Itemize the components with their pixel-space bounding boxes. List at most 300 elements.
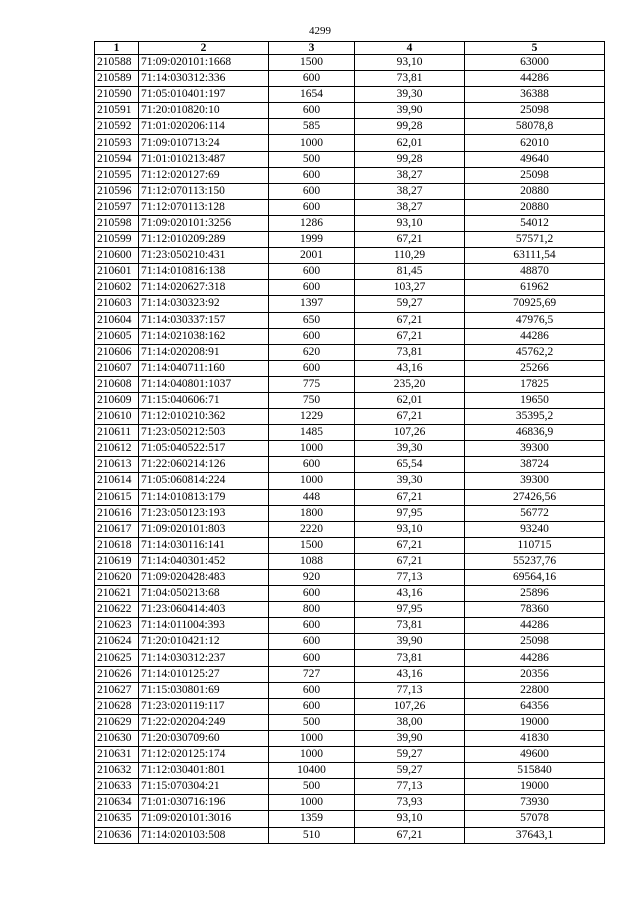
rate-cell: 59,27 bbox=[355, 747, 465, 763]
row-number-cell: 210597 bbox=[95, 199, 139, 215]
table-body bbox=[95, 55, 605, 844]
value-cell: 44286 bbox=[465, 328, 605, 344]
cadastral-number-cell: 71:14:020208:91 bbox=[139, 344, 269, 360]
cadastral-number-cell: 71:01:010213:487 bbox=[139, 151, 269, 167]
row-number-cell: 210589 bbox=[95, 71, 139, 87]
area-cell: 600 bbox=[269, 618, 355, 634]
row-number-cell: 210628 bbox=[95, 698, 139, 714]
table-header-row bbox=[95, 42, 605, 55]
row-number-cell: 210614 bbox=[95, 473, 139, 489]
row-number-cell: 210599 bbox=[95, 232, 139, 248]
value-cell: 25896 bbox=[465, 586, 605, 602]
cadastral-number-cell: 71:14:040301:452 bbox=[139, 553, 269, 569]
column-header-5: 5 bbox=[465, 42, 605, 55]
table-row bbox=[95, 763, 605, 779]
row-number-cell: 210595 bbox=[95, 167, 139, 183]
area-cell: 1000 bbox=[269, 795, 355, 811]
rate-cell: 81,45 bbox=[355, 264, 465, 280]
rate-cell: 43,16 bbox=[355, 360, 465, 376]
row-number-cell: 210607 bbox=[95, 360, 139, 376]
value-cell: 20356 bbox=[465, 666, 605, 682]
row-number-cell: 210616 bbox=[95, 505, 139, 521]
table-row bbox=[95, 135, 605, 151]
table-row bbox=[95, 457, 605, 473]
value-cell: 63111,54 bbox=[465, 248, 605, 264]
row-number-cell: 210621 bbox=[95, 586, 139, 602]
table-row bbox=[95, 87, 605, 103]
cadastral-number-cell: 71:04:050213:68 bbox=[139, 586, 269, 602]
cadastral-number-cell: 71:12:030401:801 bbox=[139, 763, 269, 779]
cadastral-number-cell: 71:09:020428:483 bbox=[139, 570, 269, 586]
cadastral-number-cell: 71:14:030312:336 bbox=[139, 71, 269, 87]
area-cell: 1000 bbox=[269, 730, 355, 746]
value-cell: 57571,2 bbox=[465, 232, 605, 248]
value-cell: 61962 bbox=[465, 280, 605, 296]
cadastral-number-cell: 71:14:040711:160 bbox=[139, 360, 269, 376]
table-row bbox=[95, 328, 605, 344]
area-cell: 1359 bbox=[269, 811, 355, 827]
value-cell: 36388 bbox=[465, 87, 605, 103]
row-number-cell: 210612 bbox=[95, 441, 139, 457]
value-cell: 55237,76 bbox=[465, 553, 605, 569]
rate-cell: 93,10 bbox=[355, 55, 465, 71]
area-cell: 1229 bbox=[269, 409, 355, 425]
column-header-3: 3 bbox=[269, 42, 355, 55]
table-row bbox=[95, 441, 605, 457]
table-row bbox=[95, 71, 605, 87]
value-cell: 25266 bbox=[465, 360, 605, 376]
table-row bbox=[95, 730, 605, 746]
table-row bbox=[95, 473, 605, 489]
row-number-cell: 210619 bbox=[95, 553, 139, 569]
table-row bbox=[95, 698, 605, 714]
cadastral-number-cell: 71:14:030312:237 bbox=[139, 650, 269, 666]
area-cell: 727 bbox=[269, 666, 355, 682]
rate-cell: 67,21 bbox=[355, 232, 465, 248]
value-cell: 57078 bbox=[465, 811, 605, 827]
value-cell: 49640 bbox=[465, 151, 605, 167]
table-row bbox=[95, 537, 605, 553]
area-cell: 1286 bbox=[269, 215, 355, 231]
cadastral-number-cell: 71:20:010820:10 bbox=[139, 103, 269, 119]
table-row bbox=[95, 409, 605, 425]
area-cell: 1485 bbox=[269, 425, 355, 441]
cadastral-number-cell: 71:23:020119:117 bbox=[139, 698, 269, 714]
area-cell: 500 bbox=[269, 151, 355, 167]
rate-cell: 67,21 bbox=[355, 312, 465, 328]
area-cell: 1397 bbox=[269, 296, 355, 312]
cadastral-number-cell: 71:14:010125:27 bbox=[139, 666, 269, 682]
rate-cell: 39,30 bbox=[355, 441, 465, 457]
area-cell: 650 bbox=[269, 312, 355, 328]
table-row bbox=[95, 183, 605, 199]
area-cell: 10400 bbox=[269, 763, 355, 779]
area-cell: 600 bbox=[269, 457, 355, 473]
rate-cell: 38,27 bbox=[355, 183, 465, 199]
cadastral-number-cell: 71:09:020101:3016 bbox=[139, 811, 269, 827]
rate-cell: 73,81 bbox=[355, 344, 465, 360]
cadastral-number-cell: 71:14:010816:138 bbox=[139, 264, 269, 280]
value-cell: 64356 bbox=[465, 698, 605, 714]
cadastral-number-cell: 71:09:010713:24 bbox=[139, 135, 269, 151]
area-cell: 1000 bbox=[269, 747, 355, 763]
row-number-cell: 210625 bbox=[95, 650, 139, 666]
value-cell: 25098 bbox=[465, 634, 605, 650]
table-row bbox=[95, 264, 605, 280]
cadastral-number-cell: 71:22:060214:126 bbox=[139, 457, 269, 473]
cadastral-number-cell: 71:15:040606:71 bbox=[139, 392, 269, 408]
area-cell: 600 bbox=[269, 650, 355, 666]
row-number-cell: 210590 bbox=[95, 87, 139, 103]
rate-cell: 110,29 bbox=[355, 248, 465, 264]
rate-cell: 73,93 bbox=[355, 795, 465, 811]
rate-cell: 93,10 bbox=[355, 215, 465, 231]
value-cell: 54012 bbox=[465, 215, 605, 231]
row-number-cell: 210603 bbox=[95, 296, 139, 312]
rate-cell: 97,95 bbox=[355, 602, 465, 618]
row-number-cell: 210610 bbox=[95, 409, 139, 425]
value-cell: 22800 bbox=[465, 682, 605, 698]
rate-cell: 77,13 bbox=[355, 682, 465, 698]
row-number-cell: 210617 bbox=[95, 521, 139, 537]
cadastral-number-cell: 71:01:030716:196 bbox=[139, 795, 269, 811]
value-cell: 41830 bbox=[465, 730, 605, 746]
cadastral-number-cell: 71:05:040522:517 bbox=[139, 441, 269, 457]
value-cell: 27426,56 bbox=[465, 489, 605, 505]
cadastral-number-cell: 71:05:010401:197 bbox=[139, 87, 269, 103]
table-row bbox=[95, 811, 605, 827]
value-cell: 17825 bbox=[465, 376, 605, 392]
value-cell: 44286 bbox=[465, 71, 605, 87]
value-cell: 78360 bbox=[465, 602, 605, 618]
value-cell: 25098 bbox=[465, 167, 605, 183]
area-cell: 600 bbox=[269, 698, 355, 714]
table-row bbox=[95, 795, 605, 811]
cadastral-number-cell: 71:12:070113:150 bbox=[139, 183, 269, 199]
table-row bbox=[95, 521, 605, 537]
area-cell: 600 bbox=[269, 167, 355, 183]
row-number-cell: 210593 bbox=[95, 135, 139, 151]
rate-cell: 67,21 bbox=[355, 827, 465, 843]
area-cell: 600 bbox=[269, 328, 355, 344]
rate-cell: 67,21 bbox=[355, 489, 465, 505]
rate-cell: 39,90 bbox=[355, 103, 465, 119]
row-number-cell: 210623 bbox=[95, 618, 139, 634]
row-number-cell: 210629 bbox=[95, 714, 139, 730]
value-cell: 515840 bbox=[465, 763, 605, 779]
value-cell: 58078,8 bbox=[465, 119, 605, 135]
table-row bbox=[95, 586, 605, 602]
cadastral-number-cell: 71:12:010209:289 bbox=[139, 232, 269, 248]
table-row bbox=[95, 280, 605, 296]
value-cell: 19000 bbox=[465, 714, 605, 730]
row-number-cell: 210602 bbox=[95, 280, 139, 296]
area-cell: 600 bbox=[269, 586, 355, 602]
value-cell: 63000 bbox=[465, 55, 605, 71]
cadastral-number-cell: 71:14:030116:141 bbox=[139, 537, 269, 553]
rate-cell: 235,20 bbox=[355, 376, 465, 392]
row-number-cell: 210615 bbox=[95, 489, 139, 505]
cadastral-number-cell: 71:05:060814:224 bbox=[139, 473, 269, 489]
area-cell: 2220 bbox=[269, 521, 355, 537]
cadastral-number-cell: 71:09:020101:3256 bbox=[139, 215, 269, 231]
rate-cell: 67,21 bbox=[355, 328, 465, 344]
area-cell: 600 bbox=[269, 71, 355, 87]
area-cell: 1500 bbox=[269, 537, 355, 553]
row-number-cell: 210634 bbox=[95, 795, 139, 811]
table-row bbox=[95, 151, 605, 167]
area-cell: 1999 bbox=[269, 232, 355, 248]
table-row bbox=[95, 570, 605, 586]
value-cell: 38724 bbox=[465, 457, 605, 473]
value-cell: 35395,2 bbox=[465, 409, 605, 425]
table-row bbox=[95, 714, 605, 730]
area-cell: 600 bbox=[269, 360, 355, 376]
table-row bbox=[95, 553, 605, 569]
cadastral-number-cell: 71:14:011004:393 bbox=[139, 618, 269, 634]
rate-cell: 38,27 bbox=[355, 199, 465, 215]
row-number-cell: 210598 bbox=[95, 215, 139, 231]
column-header-4: 4 bbox=[355, 42, 465, 55]
cadastral-number-cell: 71:15:030801:69 bbox=[139, 682, 269, 698]
rate-cell: 77,13 bbox=[355, 570, 465, 586]
row-number-cell: 210624 bbox=[95, 634, 139, 650]
row-number-cell: 210609 bbox=[95, 392, 139, 408]
area-cell: 600 bbox=[269, 682, 355, 698]
table-row bbox=[95, 779, 605, 795]
area-cell: 2001 bbox=[269, 248, 355, 264]
rate-cell: 77,13 bbox=[355, 779, 465, 795]
rate-cell: 38,27 bbox=[355, 167, 465, 183]
cadastral-number-cell: 71:22:020204:249 bbox=[139, 714, 269, 730]
rate-cell: 65,54 bbox=[355, 457, 465, 473]
cadastral-number-cell: 71:12:070113:128 bbox=[139, 199, 269, 215]
table-row bbox=[95, 634, 605, 650]
cadastral-number-cell: 71:12:020125:174 bbox=[139, 747, 269, 763]
area-cell: 600 bbox=[269, 634, 355, 650]
table-row bbox=[95, 650, 605, 666]
value-cell: 56772 bbox=[465, 505, 605, 521]
value-cell: 37643,1 bbox=[465, 827, 605, 843]
table-row bbox=[95, 682, 605, 698]
table-row bbox=[95, 666, 605, 682]
row-number-cell: 210592 bbox=[95, 119, 139, 135]
area-cell: 600 bbox=[269, 103, 355, 119]
table-row bbox=[95, 312, 605, 328]
rate-cell: 107,26 bbox=[355, 425, 465, 441]
table-row bbox=[95, 119, 605, 135]
data-table bbox=[94, 41, 605, 844]
row-number-cell: 210636 bbox=[95, 827, 139, 843]
table-row bbox=[95, 232, 605, 248]
table-row bbox=[95, 618, 605, 634]
table-row bbox=[95, 296, 605, 312]
cadastral-number-cell: 71:23:050210:431 bbox=[139, 248, 269, 264]
rate-cell: 73,81 bbox=[355, 618, 465, 634]
table-row bbox=[95, 360, 605, 376]
cadastral-number-cell: 71:20:030709:60 bbox=[139, 730, 269, 746]
area-cell: 1088 bbox=[269, 553, 355, 569]
row-number-cell: 210594 bbox=[95, 151, 139, 167]
row-number-cell: 210633 bbox=[95, 779, 139, 795]
cadastral-number-cell: 71:14:040801:1037 bbox=[139, 376, 269, 392]
value-cell: 62010 bbox=[465, 135, 605, 151]
rate-cell: 67,21 bbox=[355, 553, 465, 569]
rate-cell: 43,16 bbox=[355, 586, 465, 602]
table-row bbox=[95, 103, 605, 119]
row-number-cell: 210606 bbox=[95, 344, 139, 360]
rate-cell: 39,30 bbox=[355, 87, 465, 103]
row-number-cell: 210591 bbox=[95, 103, 139, 119]
cadastral-number-cell: 71:09:020101:1668 bbox=[139, 55, 269, 71]
rate-cell: 103,27 bbox=[355, 280, 465, 296]
rate-cell: 73,81 bbox=[355, 650, 465, 666]
row-number-cell: 210605 bbox=[95, 328, 139, 344]
table-row bbox=[95, 425, 605, 441]
rate-cell: 99,28 bbox=[355, 119, 465, 135]
value-cell: 39300 bbox=[465, 473, 605, 489]
cadastral-number-cell: 71:14:021038:162 bbox=[139, 328, 269, 344]
row-number-cell: 210613 bbox=[95, 457, 139, 473]
table-row bbox=[95, 215, 605, 231]
area-cell: 1500 bbox=[269, 55, 355, 71]
rate-cell: 38,00 bbox=[355, 714, 465, 730]
cadastral-number-cell: 71:14:030337:157 bbox=[139, 312, 269, 328]
area-cell: 510 bbox=[269, 827, 355, 843]
value-cell: 48870 bbox=[465, 264, 605, 280]
cadastral-number-cell: 71:12:020127:69 bbox=[139, 167, 269, 183]
value-cell: 39300 bbox=[465, 441, 605, 457]
area-cell: 800 bbox=[269, 602, 355, 618]
rate-cell: 39,90 bbox=[355, 730, 465, 746]
area-cell: 920 bbox=[269, 570, 355, 586]
rate-cell: 59,27 bbox=[355, 296, 465, 312]
row-number-cell: 210596 bbox=[95, 183, 139, 199]
cadastral-number-cell: 71:14:020627:318 bbox=[139, 280, 269, 296]
row-number-cell: 210604 bbox=[95, 312, 139, 328]
row-number-cell: 210611 bbox=[95, 425, 139, 441]
area-cell: 500 bbox=[269, 714, 355, 730]
area-cell: 600 bbox=[269, 264, 355, 280]
cadastral-number-cell: 71:20:010421:12 bbox=[139, 634, 269, 650]
row-number-cell: 210588 bbox=[95, 55, 139, 71]
area-cell: 620 bbox=[269, 344, 355, 360]
area-cell: 1000 bbox=[269, 473, 355, 489]
area-cell: 750 bbox=[269, 392, 355, 408]
table-row bbox=[95, 344, 605, 360]
rate-cell: 73,81 bbox=[355, 71, 465, 87]
value-cell: 20880 bbox=[465, 183, 605, 199]
cadastral-number-cell: 71:09:020101:803 bbox=[139, 521, 269, 537]
value-cell: 46836,9 bbox=[465, 425, 605, 441]
value-cell: 20880 bbox=[465, 199, 605, 215]
value-cell: 49600 bbox=[465, 747, 605, 763]
table-row bbox=[95, 505, 605, 521]
table-row bbox=[95, 248, 605, 264]
area-cell: 600 bbox=[269, 280, 355, 296]
cadastral-number-cell: 71:14:010813:179 bbox=[139, 489, 269, 505]
row-number-cell: 210630 bbox=[95, 730, 139, 746]
area-cell: 600 bbox=[269, 183, 355, 199]
value-cell: 110715 bbox=[465, 537, 605, 553]
row-number-cell: 210618 bbox=[95, 537, 139, 553]
row-number-cell: 210601 bbox=[95, 264, 139, 280]
rate-cell: 62,01 bbox=[355, 135, 465, 151]
value-cell: 45762,2 bbox=[465, 344, 605, 360]
rate-cell: 43,16 bbox=[355, 666, 465, 682]
row-number-cell: 210600 bbox=[95, 248, 139, 264]
table-row bbox=[95, 747, 605, 763]
row-number-cell: 210627 bbox=[95, 682, 139, 698]
rate-cell: 39,30 bbox=[355, 473, 465, 489]
rate-cell: 99,28 bbox=[355, 151, 465, 167]
value-cell: 69564,16 bbox=[465, 570, 605, 586]
value-cell: 25098 bbox=[465, 103, 605, 119]
area-cell: 775 bbox=[269, 376, 355, 392]
table-row bbox=[95, 602, 605, 618]
row-number-cell: 210622 bbox=[95, 602, 139, 618]
column-header-1: 1 bbox=[95, 42, 139, 55]
area-cell: 448 bbox=[269, 489, 355, 505]
cadastral-number-cell: 71:23:050212:503 bbox=[139, 425, 269, 441]
table-row bbox=[95, 167, 605, 183]
value-cell: 19650 bbox=[465, 392, 605, 408]
row-number-cell: 210631 bbox=[95, 747, 139, 763]
row-number-cell: 210620 bbox=[95, 570, 139, 586]
rate-cell: 93,10 bbox=[355, 811, 465, 827]
cadastral-number-cell: 71:15:070304:21 bbox=[139, 779, 269, 795]
rate-cell: 39,90 bbox=[355, 634, 465, 650]
area-cell: 1800 bbox=[269, 505, 355, 521]
value-cell: 44286 bbox=[465, 650, 605, 666]
area-cell: 585 bbox=[269, 119, 355, 135]
row-number-cell: 210632 bbox=[95, 763, 139, 779]
rate-cell: 67,21 bbox=[355, 409, 465, 425]
area-cell: 1654 bbox=[269, 87, 355, 103]
column-header-2: 2 bbox=[139, 42, 269, 55]
rate-cell: 59,27 bbox=[355, 763, 465, 779]
area-cell: 1000 bbox=[269, 441, 355, 457]
cadastral-number-cell: 71:14:020103:508 bbox=[139, 827, 269, 843]
value-cell: 93240 bbox=[465, 521, 605, 537]
area-cell: 1000 bbox=[269, 135, 355, 151]
cadastral-number-cell: 71:23:060414:403 bbox=[139, 602, 269, 618]
rate-cell: 62,01 bbox=[355, 392, 465, 408]
rate-cell: 97,95 bbox=[355, 505, 465, 521]
area-cell: 500 bbox=[269, 779, 355, 795]
table-row bbox=[95, 376, 605, 392]
table-row bbox=[95, 827, 605, 843]
table-row bbox=[95, 489, 605, 505]
cadastral-number-cell: 71:12:010210:362 bbox=[139, 409, 269, 425]
page-number: 4299 bbox=[309, 25, 331, 37]
row-number-cell: 210626 bbox=[95, 666, 139, 682]
cadastral-number-cell: 71:01:020206:114 bbox=[139, 119, 269, 135]
value-cell: 19000 bbox=[465, 779, 605, 795]
table-row bbox=[95, 199, 605, 215]
value-cell: 44286 bbox=[465, 618, 605, 634]
table-row bbox=[95, 55, 605, 71]
area-cell: 600 bbox=[269, 199, 355, 215]
cadastral-number-cell: 71:14:030323:92 bbox=[139, 296, 269, 312]
rate-cell: 107,26 bbox=[355, 698, 465, 714]
value-cell: 73930 bbox=[465, 795, 605, 811]
cadastral-number-cell: 71:23:050123:193 bbox=[139, 505, 269, 521]
table-row bbox=[95, 392, 605, 408]
value-cell: 70925,69 bbox=[465, 296, 605, 312]
row-number-cell: 210608 bbox=[95, 376, 139, 392]
value-cell: 47976,5 bbox=[465, 312, 605, 328]
